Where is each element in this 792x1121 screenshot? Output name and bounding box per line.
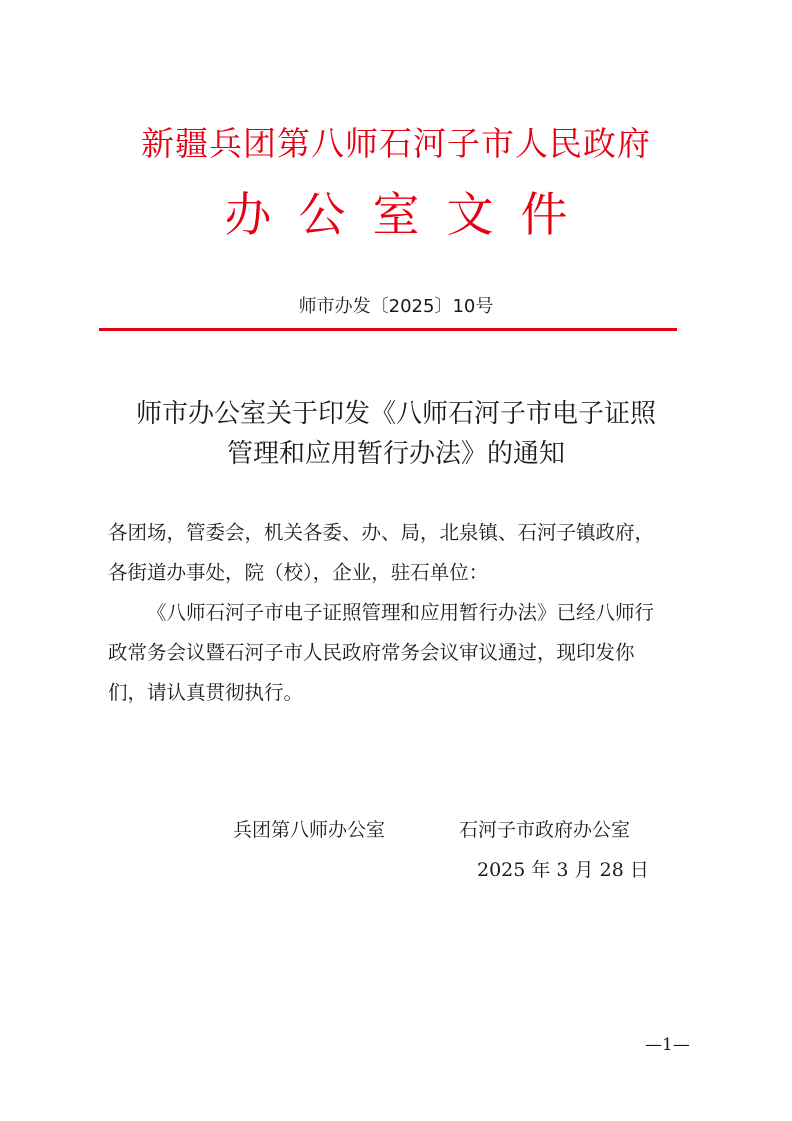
red-separator-line [99, 328, 677, 331]
document-number: 师市办发〔2025〕10号 [298, 296, 494, 317]
body-paragraph-line-2: 政常务会议暨石河子市人民政府常务会议审议通过，现印发你 [108, 641, 635, 664]
recipients-line-2: 各街道办事处，院（校），企业，驻石单位： [108, 561, 489, 584]
signature-left-office: 兵团第八师办公室 [233, 819, 386, 841]
signature-date: 2025 年 3 月 28 日 [477, 859, 649, 881]
body-paragraph-line-3: 们，请认真贯彻执行。 [108, 681, 304, 704]
page-number: —1— [645, 1035, 690, 1055]
issuer-header: 新疆兵团第八师石河子市人民政府 [141, 124, 651, 163]
recipients-line-1: 各团场，管委会，机关各委、办、局，北泉镇、石河子镇政府， [108, 521, 655, 544]
notice-title-line-2: 管理和应用暂行办法》的通知 [226, 439, 565, 469]
document-type-header: 办公室文件 [224, 188, 595, 243]
notice-title-line-1: 师市办公室关于印发《八师石河子市电子证照 [135, 399, 656, 429]
body-paragraph-line-1: 《八师石河子市电子证照管理和应用暂行办法》已经八师行 [147, 601, 655, 624]
signature-right-office: 石河子市政府办公室 [459, 819, 631, 841]
